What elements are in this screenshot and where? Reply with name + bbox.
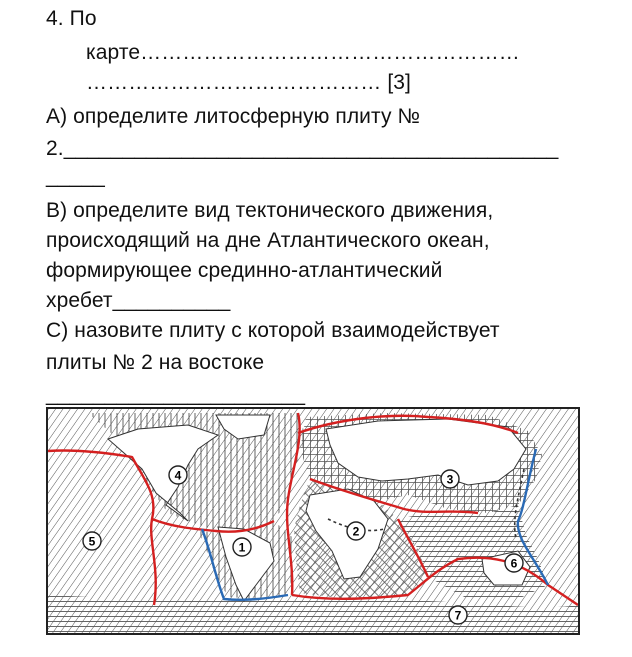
svg-text:3: 3 [446,472,454,487]
question-c-line2: плиты № 2 на востоке [46,351,265,374]
answer-line-map-cont: …………………………………… [3] [86,71,411,94]
svg-text:1: 1 [238,540,246,555]
plate-label-5 [83,532,101,550]
svg-text:7: 7 [454,608,462,623]
plate-label-2 [347,522,365,540]
question-b-line2: происходящий на дне Атлантического океан, [46,229,490,252]
plate-label-3 [441,470,459,488]
plate-label-4 [169,466,187,484]
answer-line-c: ______________________ [46,383,306,406]
question-c-line1: С) назовите плиту с которой взаимодействует [46,319,500,342]
answer-line-map: карте……………………………………………… [86,41,520,64]
question-b-line3: формирующее срединно-атлантический [46,259,443,282]
svg-text:2: 2 [352,524,360,539]
question-b-line1: В) определите вид тектонического движения, [46,199,494,222]
tectonic-plates-map [46,407,580,635]
plate-label-1 [233,538,251,556]
plate-label-6 [505,554,523,572]
answer-line-a: 2.__________________________________________ [46,137,559,160]
svg-text:6: 6 [510,556,518,571]
answer-line-a-cont: _____ [46,165,105,188]
svg-text:5: 5 [88,534,96,549]
eurasia-land [326,419,526,485]
question-b-answer: хребет__________ [46,289,231,312]
question-a: А) определите литосферную плиту № [46,105,421,128]
plate-label-7 [449,606,467,624]
svg-text:4: 4 [174,468,182,483]
world-map-svg [48,409,578,633]
task-title: 4. По [46,7,97,30]
